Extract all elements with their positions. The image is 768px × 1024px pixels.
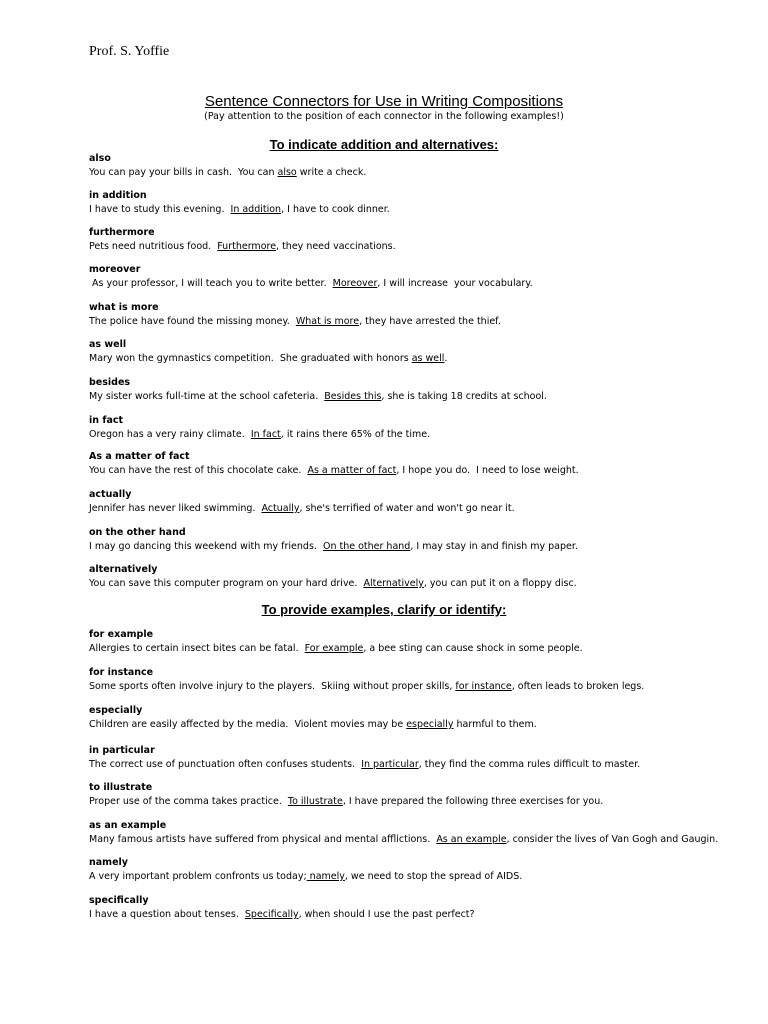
example-text: The police have found the missing money. bbox=[89, 316, 296, 327]
example-sentence bbox=[89, 908, 729, 922]
example-text: , she's terrified of water and won't go near it. bbox=[299, 503, 515, 514]
example-text: , I have prepared the following three exercises for you. bbox=[342, 796, 604, 807]
connector-underlined: What is more bbox=[295, 316, 360, 327]
entry-besides bbox=[89, 377, 729, 404]
connector-term: also bbox=[89, 153, 111, 164]
entry-as-well bbox=[89, 339, 729, 366]
example-sentence bbox=[89, 315, 729, 329]
connector-term: alternatively bbox=[89, 564, 158, 575]
entry-as-an-example bbox=[89, 820, 729, 847]
example-text: , consider the lives of Van Gogh and Gaugin. bbox=[506, 834, 719, 845]
example-text: , it rains there 65% of the time. bbox=[280, 429, 431, 440]
entry-what-is-more bbox=[89, 302, 729, 329]
connector-term: for example bbox=[89, 629, 154, 640]
example-sentence bbox=[89, 352, 729, 366]
example-sentence bbox=[89, 870, 729, 884]
section-heading-examples: To provide examples, clarify or identify: bbox=[261, 602, 507, 617]
example-text: I may go dancing this weekend with my friends. bbox=[89, 541, 323, 552]
example-text: My sister works full-time at the school cafeteria. bbox=[89, 391, 325, 402]
example-text: Many famous artists have suffered from physical and mental afflictions. bbox=[89, 834, 437, 845]
example-text: As your professor, I will teach you to write better. bbox=[89, 278, 333, 289]
example-sentence bbox=[89, 833, 729, 847]
example-text: Some sports often involve injury to the players. Skiing without proper skills, bbox=[89, 681, 456, 692]
connector-underlined: For example bbox=[304, 643, 364, 654]
example-sentence bbox=[89, 718, 729, 732]
connector-underlined: Alternatively bbox=[363, 578, 424, 589]
connector-term: what is more bbox=[89, 302, 159, 313]
connector-underlined: Besides this bbox=[324, 391, 382, 402]
connector-underlined: especially bbox=[406, 719, 454, 730]
example-text: , often leads to broken legs. bbox=[511, 681, 645, 692]
entry-on-the-other-hand bbox=[89, 527, 729, 554]
entry-also bbox=[89, 153, 729, 180]
entry-in-addition bbox=[89, 190, 729, 217]
connector-underlined: namely bbox=[306, 871, 345, 882]
connector-underlined: To illustrate bbox=[287, 796, 343, 807]
connector-term: specifically bbox=[89, 895, 149, 906]
example-text: A very important problem confronts us today; bbox=[89, 871, 307, 882]
example-sentence bbox=[89, 758, 729, 772]
entry-for-example bbox=[89, 629, 729, 656]
example-sentence bbox=[89, 577, 729, 591]
example-text: Proper use of the comma takes practice. bbox=[89, 796, 288, 807]
connector-underlined: as well bbox=[411, 353, 445, 364]
connector-underlined: also bbox=[277, 167, 297, 178]
connector-term: in fact bbox=[89, 415, 124, 426]
example-text: , I hope you do. I need to lose weight. bbox=[396, 465, 579, 476]
example-text: I have a question about tenses. bbox=[89, 909, 245, 920]
entry-furthermore bbox=[89, 227, 729, 254]
example-sentence bbox=[89, 502, 729, 516]
example-text: , she is taking 18 credits at school. bbox=[381, 391, 547, 402]
connector-underlined: In addition bbox=[230, 204, 282, 215]
connector-underlined: Moreover bbox=[332, 278, 378, 289]
connector-term: moreover bbox=[89, 264, 141, 275]
example-text: , they find the comma rules difficult to master. bbox=[418, 759, 641, 770]
connector-term: besides bbox=[89, 377, 131, 388]
entry-namely bbox=[89, 857, 729, 884]
example-text: Allergies to certain insect bites can be fatal. bbox=[89, 643, 305, 654]
example-sentence bbox=[89, 540, 729, 554]
example-text: Mary won the gymnastics competition. She graduated with honors bbox=[89, 353, 412, 364]
connector-underlined: for instance bbox=[455, 681, 512, 692]
example-text: harmful to them. bbox=[453, 719, 537, 730]
connector-term: for instance bbox=[89, 667, 154, 678]
entry-as-a-matter-of-fact bbox=[89, 451, 729, 478]
example-text: I have to study this evening. bbox=[89, 204, 231, 215]
connector-term: as well bbox=[89, 339, 127, 350]
example-text: , when should I use the past perfect? bbox=[298, 909, 475, 920]
example-text: , they need vaccinations. bbox=[276, 241, 396, 252]
example-text: , they have arrested the thief. bbox=[359, 316, 501, 327]
example-text: , we need to stop the spread of AIDS. bbox=[344, 871, 523, 882]
example-sentence bbox=[89, 240, 729, 254]
example-sentence bbox=[89, 428, 729, 442]
example-text: , a bee sting can cause shock in some people. bbox=[363, 643, 583, 654]
example-text: You can pay your bills in cash. You can bbox=[89, 167, 278, 178]
connector-term: especially bbox=[89, 705, 143, 716]
connector-underlined: As an example bbox=[436, 834, 507, 845]
connector-underlined: As a matter of fact bbox=[307, 465, 397, 476]
document-subtitle: (Pay attention to the position of each connector in the following examples!) bbox=[204, 111, 564, 122]
entry-actually bbox=[89, 489, 729, 516]
example-sentence bbox=[89, 390, 729, 404]
example-sentence bbox=[89, 680, 729, 694]
connector-term: in particular bbox=[89, 745, 155, 756]
example-sentence bbox=[89, 277, 729, 291]
connector-term: namely bbox=[89, 857, 128, 868]
example-text: Pets need nutritious food. bbox=[89, 241, 218, 252]
connector-underlined: On the other hand bbox=[322, 541, 411, 552]
example-text: , I may stay in and finish my paper. bbox=[410, 541, 578, 552]
entry-alternatively bbox=[89, 564, 729, 591]
connector-term: on the other hand bbox=[89, 527, 186, 538]
example-text: write a check. bbox=[296, 167, 367, 178]
entry-in-fact bbox=[89, 415, 729, 442]
connector-term: actually bbox=[89, 489, 132, 500]
document-title: Sentence Connectors for Use in Writing Compositions bbox=[204, 93, 564, 110]
connector-term: in addition bbox=[89, 190, 147, 201]
example-text: You can save this computer program on your hard drive. bbox=[89, 578, 364, 589]
example-text: Jennifer has never liked swimming. bbox=[89, 503, 262, 514]
example-sentence bbox=[89, 464, 729, 478]
entry-moreover bbox=[89, 264, 729, 291]
connector-term: As a matter of fact bbox=[89, 451, 190, 462]
example-text: Children are easily affected by the media. Violent movies may be bbox=[89, 719, 407, 730]
entry-to-illustrate bbox=[89, 782, 729, 809]
example-text: Oregon has a very rainy climate. bbox=[89, 429, 251, 440]
example-sentence bbox=[89, 166, 729, 180]
entry-specifically bbox=[89, 895, 729, 922]
author-name: Prof. S. Yoffie bbox=[89, 44, 170, 59]
connector-term: as an example bbox=[89, 820, 167, 831]
example-sentence bbox=[89, 203, 729, 217]
entry-in-particular bbox=[89, 745, 729, 772]
section-heading-addition: To indicate addition and alternatives: bbox=[269, 137, 499, 152]
connector-underlined: In fact bbox=[250, 429, 281, 440]
example-sentence bbox=[89, 642, 729, 656]
example-text: You can have the rest of this chocolate cake. bbox=[89, 465, 308, 476]
entry-especially bbox=[89, 705, 729, 732]
connector-underlined: In particular bbox=[361, 759, 419, 770]
entry-for-instance bbox=[89, 667, 729, 694]
example-sentence bbox=[89, 795, 729, 809]
connector-underlined: Specifically bbox=[244, 909, 299, 920]
connector-term: to illustrate bbox=[89, 782, 153, 793]
connector-term: furthermore bbox=[89, 227, 155, 238]
example-text: , I will increase your vocabulary. bbox=[377, 278, 533, 289]
example-text: , you can put it on a floppy disc. bbox=[423, 578, 577, 589]
example-text: , I have to cook dinner. bbox=[281, 204, 390, 215]
connector-underlined: Actually bbox=[261, 503, 300, 514]
connector-underlined: Furthermore bbox=[217, 241, 277, 252]
example-text: The correct use of punctuation often confuses students. bbox=[89, 759, 362, 770]
example-text: . bbox=[444, 353, 448, 364]
